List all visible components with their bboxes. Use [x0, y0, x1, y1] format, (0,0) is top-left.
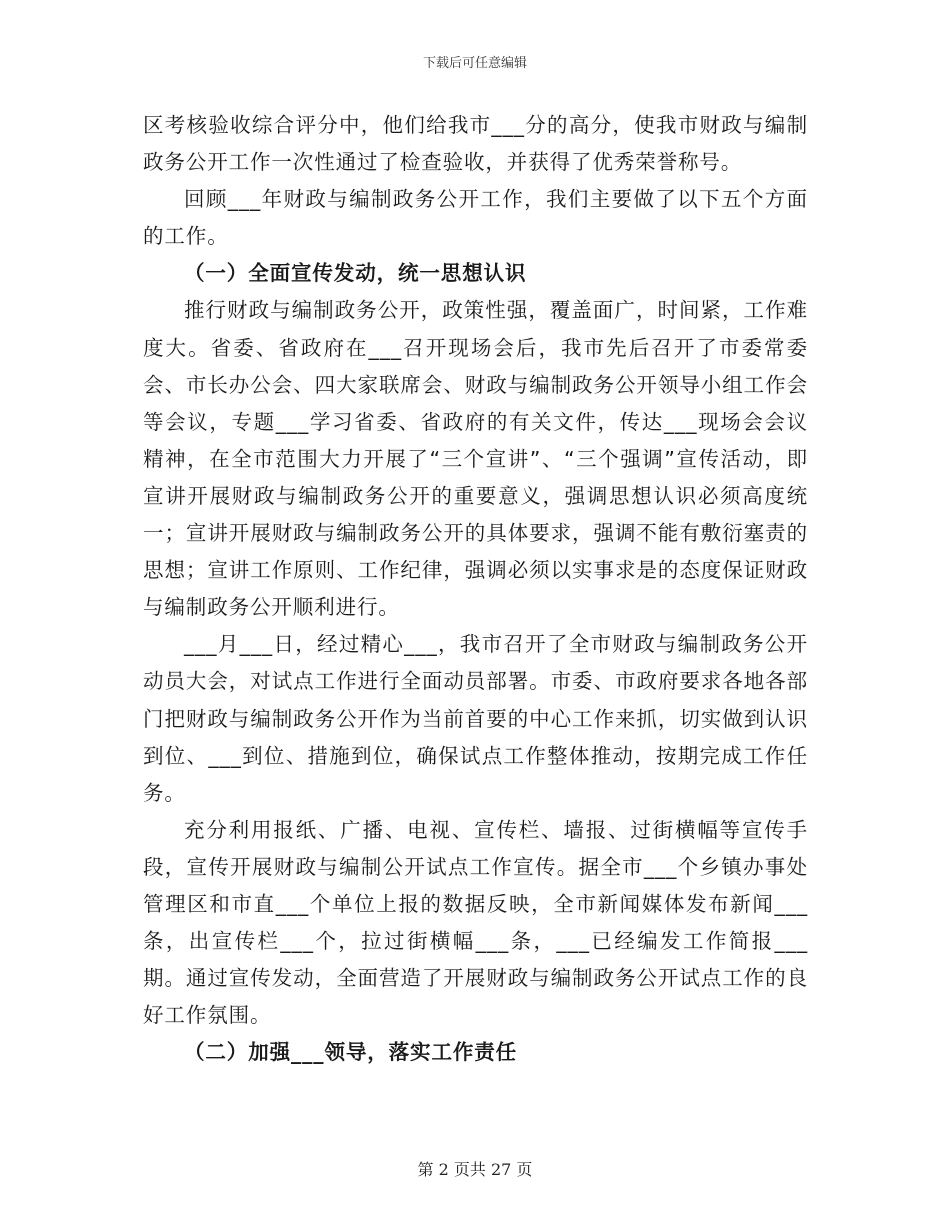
paragraph-continuation: 区考核验收综合评分中，他们给我市___分的高分，使我市财政与编制政务公开工作一次性通过了检查验收，并获得了优秀荣誉称号。 [143, 113, 808, 175]
document-body [143, 107, 808, 1071]
page-header: 下载后可任意编辑 [422, 56, 527, 71]
paragraph-review: 回顾___年财政与编制政务公开工作，我们主要做了以下五个方面的工作。 [143, 187, 808, 249]
section-heading-2: （二）加强___领导，落实工作责任 [184, 1040, 518, 1065]
paragraph-publicity: 推行财政与编制政务公开，政策性强，覆盖面广，时间紧，工作难度大。省委、省政府在___召开现场会后，我市先后召开了市委常委会、市长办公会、四大家联席会、财政与编制政务公开领导小组工作会等会议，专题___学习省委、省政府的有关文件，传达___现场会会议精神，在全市范围大力开展了“三个宣讲”、“三个强调”宣传活动，即宣讲开展财政与编制政务公开的重要意义，强调思想认识必须高度统一；宣讲开展财政与编制政务公开的具体要求，强调不能有敷衍塞责的思想；宣讲工作原则、工作纪律，强调必须以实事求是的态度保证财政与编制政务公开顺利进行。 [143, 298, 808, 620]
section-heading-1: （一）全面宣传发动，统一思想认识 [184, 261, 527, 286]
page-footer: 第 2 页共 27 页 [417, 1160, 533, 1179]
paragraph-mobilization: ___月___日，经过精心___，我市召开了全市财政与编制政务公开动员大会，对试点工作进行全面动员部署。市委、市政府要求各地各部门把财政与编制政务公开作为当前首要的中心工作来抓，切实做到认识到位、___到位、措施到位，确保试点工作整体推动，按期完成工作任务。 [143, 632, 808, 805]
paragraph-media: 充分利用报纸、广播、电视、宣传栏、墙报、过街横幅等宣传手段，宣传开展财政与编制公开试点工作宣传。据全市___个乡镇办事处管理区和市直___个单位上报的数据反映，全市新闻媒体发布新闻___条，出宣传栏___个，拉过街横幅___条，___已经编发工作简报___期。通过宣传发动，全面营造了开展财政与编制政务公开试点工作的良好工作氛围。 [143, 817, 808, 1028]
